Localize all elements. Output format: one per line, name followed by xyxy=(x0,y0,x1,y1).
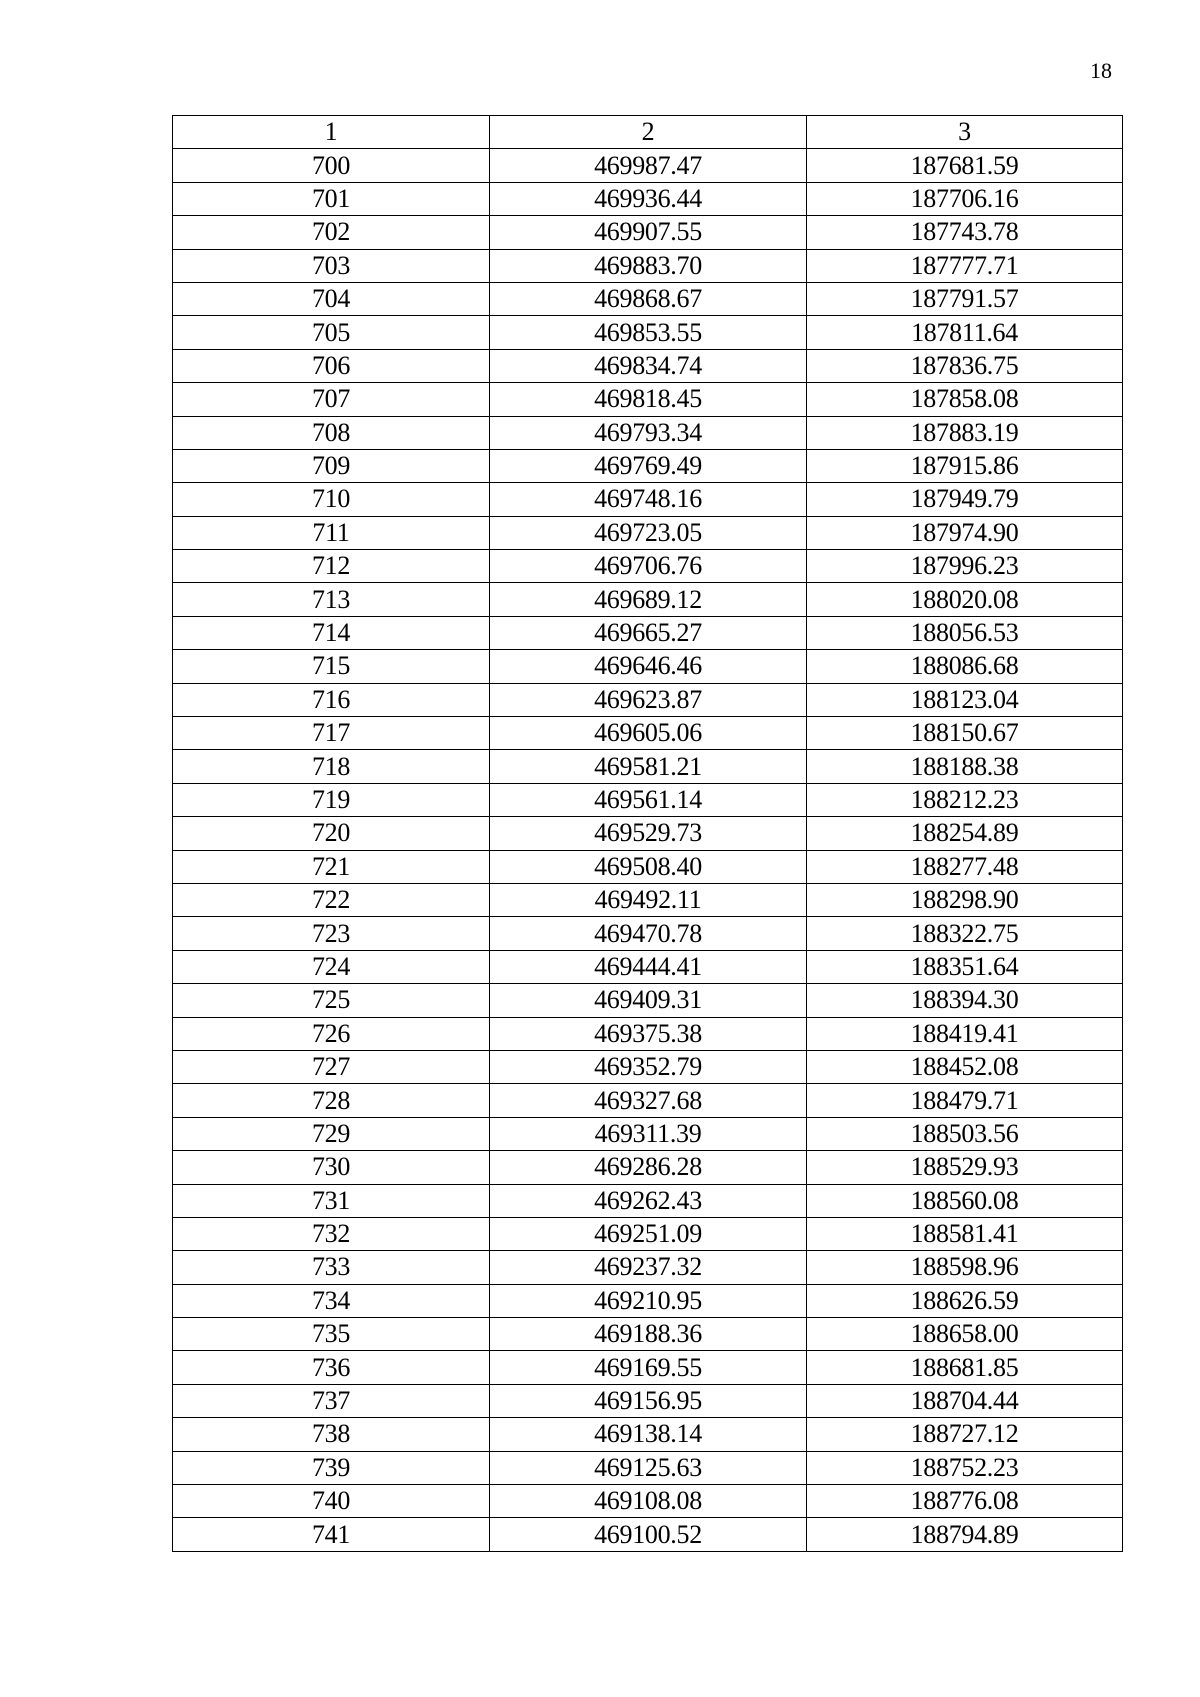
point-number-cell: 735 xyxy=(173,1318,490,1351)
table-row xyxy=(173,783,1123,816)
table-row xyxy=(173,383,1123,416)
table-row xyxy=(173,750,1123,783)
point-number-cell: 703 xyxy=(173,249,490,282)
point-number-cell: 724 xyxy=(173,950,490,983)
coordinate-x-cell: 469188.36 xyxy=(490,1318,807,1351)
point-number-cell: 709 xyxy=(173,449,490,482)
coordinate-y-cell: 188727.12 xyxy=(807,1418,1123,1451)
coordinate-y-cell: 187858.08 xyxy=(807,383,1123,416)
coordinate-y-cell: 188503.56 xyxy=(807,1117,1123,1150)
coordinate-x-cell: 469444.41 xyxy=(490,950,807,983)
point-number-cell: 733 xyxy=(173,1251,490,1284)
point-number-cell: 723 xyxy=(173,917,490,950)
table-row xyxy=(173,1318,1123,1351)
coordinate-y-cell: 188452.08 xyxy=(807,1050,1123,1083)
point-number-cell: 710 xyxy=(173,483,490,516)
table-row xyxy=(173,1485,1123,1518)
coordinate-x-cell: 469623.87 xyxy=(490,683,807,716)
coordinate-y-cell: 188752.23 xyxy=(807,1451,1123,1484)
coordinate-x-cell: 469156.95 xyxy=(490,1384,807,1417)
coordinate-x-cell: 469375.38 xyxy=(490,1017,807,1050)
coordinate-x-cell: 469769.49 xyxy=(490,449,807,482)
coordinate-x-cell: 469251.09 xyxy=(490,1217,807,1250)
table-row xyxy=(173,1151,1123,1184)
point-number-cell: 720 xyxy=(173,817,490,850)
coordinate-y-cell: 187811.64 xyxy=(807,316,1123,349)
table-row xyxy=(173,1518,1123,1551)
coordinate-x-cell: 469561.14 xyxy=(490,783,807,816)
point-number-cell: 741 xyxy=(173,1518,490,1551)
point-number-cell: 712 xyxy=(173,550,490,583)
table-row xyxy=(173,817,1123,850)
coordinate-x-cell: 469529.73 xyxy=(490,817,807,850)
table-row xyxy=(173,583,1123,616)
coordinate-y-cell: 188212.23 xyxy=(807,783,1123,816)
point-number-cell: 704 xyxy=(173,282,490,315)
coordinate-x-cell: 469706.76 xyxy=(490,550,807,583)
coordinate-x-cell: 469262.43 xyxy=(490,1184,807,1217)
point-number-cell: 726 xyxy=(173,1017,490,1050)
coordinate-x-cell: 469907.55 xyxy=(490,216,807,249)
coordinate-x-cell: 469210.95 xyxy=(490,1284,807,1317)
point-number-cell: 707 xyxy=(173,383,490,416)
coordinate-y-cell: 188794.89 xyxy=(807,1518,1123,1551)
point-number-cell: 716 xyxy=(173,683,490,716)
point-number-cell: 738 xyxy=(173,1418,490,1451)
table-row xyxy=(173,1217,1123,1250)
coordinate-x-cell: 469169.55 xyxy=(490,1351,807,1384)
point-number-cell: 725 xyxy=(173,984,490,1017)
coordinate-x-cell: 469286.28 xyxy=(490,1151,807,1184)
point-number-cell: 739 xyxy=(173,1451,490,1484)
table-row xyxy=(173,883,1123,916)
coordinate-y-cell: 188277.48 xyxy=(807,850,1123,883)
coordinate-y-cell: 188560.08 xyxy=(807,1184,1123,1217)
coordinate-x-cell: 469237.32 xyxy=(490,1251,807,1284)
coordinate-x-cell: 469665.27 xyxy=(490,616,807,649)
coordinate-y-cell: 188188.38 xyxy=(807,750,1123,783)
table-row xyxy=(173,516,1123,549)
table-row xyxy=(173,683,1123,716)
column-header-2: 2 xyxy=(490,116,807,149)
point-number-cell: 731 xyxy=(173,1184,490,1217)
point-number-cell: 737 xyxy=(173,1384,490,1417)
coordinate-x-cell: 469987.47 xyxy=(490,149,807,182)
table-header-row xyxy=(173,116,1123,149)
point-number-cell: 702 xyxy=(173,216,490,249)
coordinate-y-cell: 188322.75 xyxy=(807,917,1123,950)
point-number-cell: 719 xyxy=(173,783,490,816)
point-number-cell: 736 xyxy=(173,1351,490,1384)
coordinate-x-cell: 469508.40 xyxy=(490,850,807,883)
coordinate-y-cell: 187949.79 xyxy=(807,483,1123,516)
table-row xyxy=(173,216,1123,249)
coordinate-y-cell: 188479.71 xyxy=(807,1084,1123,1117)
table-row xyxy=(173,1418,1123,1451)
point-number-cell: 717 xyxy=(173,717,490,750)
table-row xyxy=(173,917,1123,950)
table-row xyxy=(173,1084,1123,1117)
table-row xyxy=(173,1284,1123,1317)
coordinate-y-cell: 187996.23 xyxy=(807,550,1123,583)
table-row xyxy=(173,550,1123,583)
point-number-cell: 732 xyxy=(173,1217,490,1250)
coordinates-table xyxy=(172,115,1123,1552)
point-number-cell: 722 xyxy=(173,883,490,916)
table-row xyxy=(173,850,1123,883)
coordinate-y-cell: 188351.64 xyxy=(807,950,1123,983)
table-row xyxy=(173,616,1123,649)
point-number-cell: 708 xyxy=(173,416,490,449)
table-row xyxy=(173,316,1123,349)
table-row xyxy=(173,1050,1123,1083)
point-number-cell: 730 xyxy=(173,1151,490,1184)
coordinate-x-cell: 469936.44 xyxy=(490,182,807,215)
point-number-cell: 734 xyxy=(173,1284,490,1317)
coordinate-y-cell: 188086.68 xyxy=(807,650,1123,683)
column-header-1: 1 xyxy=(173,116,490,149)
coordinate-y-cell: 188704.44 xyxy=(807,1384,1123,1417)
point-number-cell: 706 xyxy=(173,349,490,382)
point-number-cell: 713 xyxy=(173,583,490,616)
table-row xyxy=(173,149,1123,182)
table-row xyxy=(173,282,1123,315)
table-row xyxy=(173,449,1123,482)
coordinate-x-cell: 469883.70 xyxy=(490,249,807,282)
table-row xyxy=(173,1184,1123,1217)
coordinate-x-cell: 469793.34 xyxy=(490,416,807,449)
coordinate-y-cell: 188529.93 xyxy=(807,1151,1123,1184)
point-number-cell: 715 xyxy=(173,650,490,683)
coordinates-table-body xyxy=(173,116,1123,1552)
coordinate-x-cell: 469492.11 xyxy=(490,883,807,916)
coordinate-y-cell: 187743.78 xyxy=(807,216,1123,249)
coordinate-y-cell: 187883.19 xyxy=(807,416,1123,449)
coordinate-x-cell: 469138.14 xyxy=(490,1418,807,1451)
coordinate-x-cell: 469581.21 xyxy=(490,750,807,783)
coordinate-y-cell: 187974.90 xyxy=(807,516,1123,549)
table-row xyxy=(173,249,1123,282)
coordinate-x-cell: 469108.08 xyxy=(490,1485,807,1518)
coordinate-y-cell: 187836.75 xyxy=(807,349,1123,382)
table-row xyxy=(173,483,1123,516)
coordinate-y-cell: 188123.04 xyxy=(807,683,1123,716)
point-number-cell: 718 xyxy=(173,750,490,783)
table-row xyxy=(173,1451,1123,1484)
coordinate-y-cell: 188626.59 xyxy=(807,1284,1123,1317)
point-number-cell: 700 xyxy=(173,149,490,182)
point-number-cell: 740 xyxy=(173,1485,490,1518)
table-row xyxy=(173,416,1123,449)
table-row xyxy=(173,984,1123,1017)
coordinate-x-cell: 469748.16 xyxy=(490,483,807,516)
coordinate-x-cell: 469853.55 xyxy=(490,316,807,349)
coordinate-x-cell: 469409.31 xyxy=(490,984,807,1017)
coordinate-y-cell: 187915.86 xyxy=(807,449,1123,482)
coordinate-y-cell: 187777.71 xyxy=(807,249,1123,282)
table-row xyxy=(173,1351,1123,1384)
coordinate-x-cell: 469327.68 xyxy=(490,1084,807,1117)
coordinate-y-cell: 188056.53 xyxy=(807,616,1123,649)
coordinate-y-cell: 187791.57 xyxy=(807,282,1123,315)
coordinate-y-cell: 188020.08 xyxy=(807,583,1123,616)
coordinate-y-cell: 188394.30 xyxy=(807,984,1123,1017)
coordinate-x-cell: 469689.12 xyxy=(490,583,807,616)
table-row xyxy=(173,349,1123,382)
coordinate-x-cell: 469723.05 xyxy=(490,516,807,549)
coordinate-y-cell: 188598.96 xyxy=(807,1251,1123,1284)
table-row xyxy=(173,1117,1123,1150)
coordinate-x-cell: 469834.74 xyxy=(490,349,807,382)
point-number-cell: 705 xyxy=(173,316,490,349)
point-number-cell: 727 xyxy=(173,1050,490,1083)
table-row xyxy=(173,717,1123,750)
point-number-cell: 711 xyxy=(173,516,490,549)
table-row xyxy=(173,182,1123,215)
point-number-cell: 729 xyxy=(173,1117,490,1150)
coordinate-y-cell: 188419.41 xyxy=(807,1017,1123,1050)
coordinate-y-cell: 188776.08 xyxy=(807,1485,1123,1518)
coordinate-x-cell: 469646.46 xyxy=(490,650,807,683)
coordinate-x-cell: 469605.06 xyxy=(490,717,807,750)
point-number-cell: 721 xyxy=(173,850,490,883)
coordinate-y-cell: 188150.67 xyxy=(807,717,1123,750)
coordinate-x-cell: 469868.67 xyxy=(490,282,807,315)
table-row xyxy=(173,950,1123,983)
table-row xyxy=(173,1384,1123,1417)
point-number-cell: 728 xyxy=(173,1084,490,1117)
column-header-3: 3 xyxy=(807,116,1123,149)
coordinate-x-cell: 469470.78 xyxy=(490,917,807,950)
coordinate-y-cell: 188254.89 xyxy=(807,817,1123,850)
page-number: 18 xyxy=(1090,58,1112,83)
point-number-cell: 714 xyxy=(173,616,490,649)
table-row xyxy=(173,1251,1123,1284)
coordinate-y-cell: 188581.41 xyxy=(807,1217,1123,1250)
coordinate-x-cell: 469311.39 xyxy=(490,1117,807,1150)
coordinate-y-cell: 188681.85 xyxy=(807,1351,1123,1384)
coordinate-x-cell: 469125.63 xyxy=(490,1451,807,1484)
coordinate-y-cell: 187681.59 xyxy=(807,149,1123,182)
coordinate-x-cell: 469100.52 xyxy=(490,1518,807,1551)
table-row xyxy=(173,650,1123,683)
coordinate-y-cell: 187706.16 xyxy=(807,182,1123,215)
coordinate-y-cell: 188298.90 xyxy=(807,883,1123,916)
point-number-cell: 701 xyxy=(173,182,490,215)
coordinate-x-cell: 469352.79 xyxy=(490,1050,807,1083)
coordinate-y-cell: 188658.00 xyxy=(807,1318,1123,1351)
coordinate-x-cell: 469818.45 xyxy=(490,383,807,416)
table-row xyxy=(173,1017,1123,1050)
